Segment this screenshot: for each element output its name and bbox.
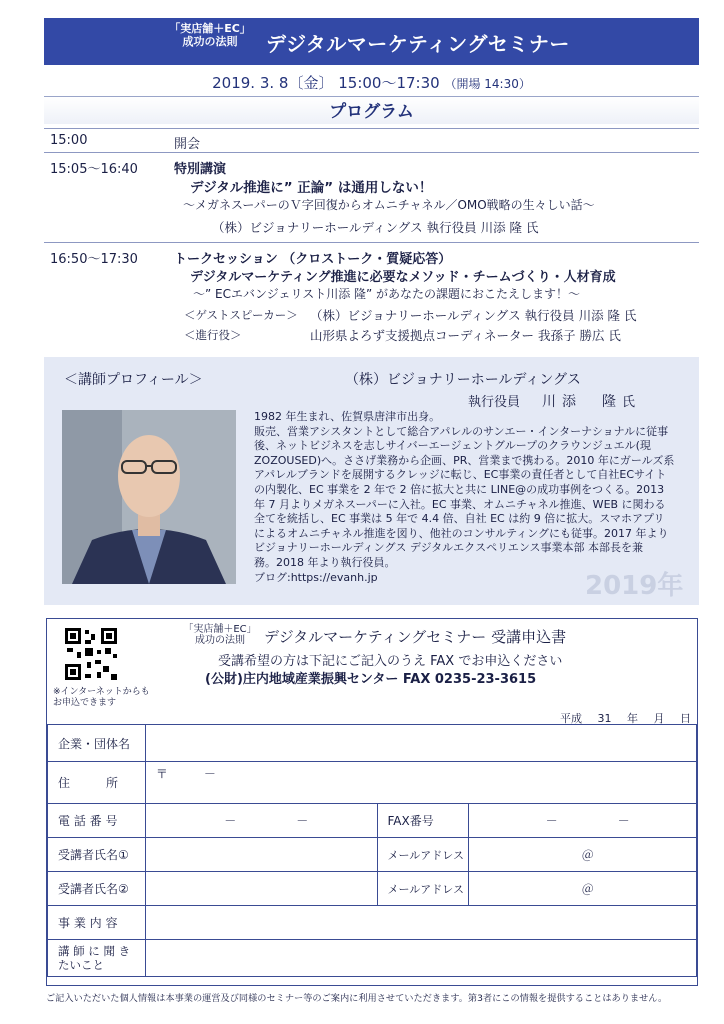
mail2-label: メールアドレス	[377, 872, 469, 906]
table-row	[48, 725, 697, 762]
table-row	[48, 872, 697, 906]
mail2-field[interactable]: ＠	[469, 872, 697, 906]
lecture-title: デジタル推進に” 正論” は通用しない！	[190, 180, 433, 196]
guest-label: ＜ゲストスピーカー＞	[184, 308, 298, 322]
form-title: デジタルマーケティングセミナー 受講申込書	[264, 628, 567, 646]
speaker-portrait	[62, 410, 236, 584]
moderator-label: ＜進行役＞	[184, 328, 242, 342]
event-date: 2019. 3. 8〔金〕 15:00～17:30	[212, 74, 440, 92]
table-row	[48, 906, 697, 940]
mail1-field[interactable]: ＠	[469, 838, 697, 872]
bio-line: アパレルブランドを展開するクレッジに転じ、EC事業の責任者として自社ECサイト	[254, 468, 667, 482]
bio-line: 販売、営業アシスタントとして総合アパレルのサンエー・インターナショナルに従事	[254, 424, 669, 438]
program-item-opening: 開会	[174, 137, 201, 152]
phone-label: 電 話 番 号	[48, 804, 146, 838]
header-subtitle	[160, 22, 260, 48]
lecture-subtitle: ～メガネスーパーのＶ字回復からオムニチャネル／OMO戦略の生々しい話～	[183, 198, 595, 212]
program-item-heading: 特別講演	[174, 162, 227, 177]
qr-note	[53, 687, 150, 709]
profile-heading: ＜講師プロフィール＞	[64, 372, 203, 388]
qr-code-icon[interactable]	[63, 626, 119, 682]
form-date[interactable]: 平成 31 年 月 日	[560, 712, 691, 725]
speaker-photo	[62, 410, 236, 584]
table-row	[48, 838, 697, 872]
question-label-line1: 講 師 に 聞 き	[58, 944, 131, 958]
fax-field[interactable]: － －	[469, 804, 697, 838]
phone-field[interactable]: － －	[145, 804, 377, 838]
profile-honorific: 氏	[622, 395, 636, 410]
program-time: 15:00	[50, 133, 88, 148]
bio-line: 全てを統括し、EC 事業は 5 年で 4.4 倍、自社 EC は約 9 倍に拡大。スマホアプリ	[254, 512, 665, 526]
program-item-heading: トークセッション （クロストーク・質疑応答）	[174, 252, 452, 267]
business-label: 事 業 内 容	[48, 906, 146, 940]
program-time: 15:05～16:40	[50, 162, 138, 177]
attendee1-field[interactable]	[145, 838, 377, 872]
bio-line: 1982 年生まれ、佐賀県唐津市出身。	[254, 410, 441, 423]
company-field[interactable]	[145, 725, 696, 762]
bio-line: の内製化、EC 事業を 2 年で 2 倍に拡大と共に LINE@の成功事例をつくる。2013	[254, 482, 665, 496]
question-field[interactable]	[145, 940, 696, 977]
attendee2-label: 受講者氏名②	[48, 872, 146, 906]
question-label-line2: たいこと	[58, 958, 104, 972]
divider	[44, 152, 699, 153]
attendee2-field[interactable]	[145, 872, 377, 906]
header-subtitle-line1: 「実店舗＋EC」	[169, 22, 251, 35]
session-subtitle: ～” ECエバンジェリスト川添 隆” があなたの課題におこたえします！～	[193, 287, 581, 301]
table-row	[48, 940, 697, 977]
attendee1-label: 受講者氏名①	[48, 838, 146, 872]
company-label: 企業・団体名	[48, 725, 146, 762]
form-subtitle-line2: 成功の法則	[195, 635, 245, 646]
profile-name: 川添 隆	[542, 394, 623, 410]
session-title: デジタルマーケティング推進に必要なメソッド・チームづくり・人材育成	[190, 270, 616, 285]
program-heading: プログラム	[44, 96, 699, 124]
application-table	[47, 724, 697, 977]
moderator: 山形県よろず支援拠点コーディネーター 我孫子 勝広 氏	[310, 328, 621, 343]
bio-line: ビジョナリーホールディングス デジタルエクスペリエンス事業本部 本部長を兼	[254, 541, 644, 555]
privacy-note: ご記入いただいた個人情報は本事業の運営及び同様のセミナー等のご案内に利用させていただきます。第3者にこの情報を提供することはありません。	[46, 993, 668, 1004]
question-label	[48, 940, 146, 977]
speaker-bio	[254, 410, 694, 585]
mail1-label: メールアドレス	[377, 838, 469, 872]
divider	[44, 242, 699, 243]
header-subtitle-line2: 成功の法則	[182, 35, 238, 48]
table-row	[48, 762, 697, 804]
qr-note-line1: ※インターネットからも	[53, 687, 150, 697]
blog-link[interactable]: ブログ:https://evanh.jp	[254, 570, 378, 584]
business-field[interactable]	[145, 906, 696, 940]
watermark: 2019年	[585, 571, 684, 601]
form-organizer-fax: (公財)庄内地域産業振興センター FAX 0235-23-3615	[205, 672, 537, 687]
guest-speaker: （株）ビジョナリーホールディングス 執行役員 川添 隆 氏	[310, 308, 637, 323]
event-datetime	[44, 72, 699, 93]
lecture-speaker: （株）ビジョナリーホールディングス 執行役員 川添 隆 氏	[212, 220, 539, 235]
profile-role	[468, 391, 635, 411]
form-subtitle	[180, 624, 260, 646]
profile-company: （株）ビジョナリーホールディングス	[345, 372, 581, 388]
divider	[44, 128, 699, 129]
program-time: 16:50～17:30	[50, 252, 138, 267]
bio-line: ZOZOUSED)へ。ささげ業務から企画、PR、営業まで携わる。2010 年にガールズ系	[254, 453, 675, 467]
event-opening-time: （開場 14:30）	[444, 77, 531, 91]
bio-line: 年 7 月よりメガネスーパーに入社。EC 事業、オムニチャネル推進、WEB に関わる	[254, 497, 666, 511]
fax-label: FAX番号	[377, 804, 469, 838]
bio-line: 務。2018 年より執行役員。	[254, 555, 396, 569]
bio-line: 後、ネットビジネスを志しサイバーエージェントグループのクラウンジュエル(現	[254, 439, 651, 453]
seminar-title: デジタルマーケティングセミナー	[266, 32, 570, 56]
bio-line: によるオムニチャネル推進を図り、他社のコンサルティングにも従事。2017 年より	[254, 526, 669, 540]
form-subtitle-line1: 「実店舗＋EC」	[183, 624, 257, 635]
qr-note-line2: お申込できます	[53, 698, 117, 708]
form-instruction: 受講希望の方は下記にご記入のうえ FAX でお申込ください	[218, 654, 563, 669]
profile-role-title: 執行役員	[468, 395, 521, 410]
address-label: 住 所	[48, 762, 146, 804]
table-row	[48, 804, 697, 838]
address-field[interactable]: 〒 －	[145, 762, 696, 804]
